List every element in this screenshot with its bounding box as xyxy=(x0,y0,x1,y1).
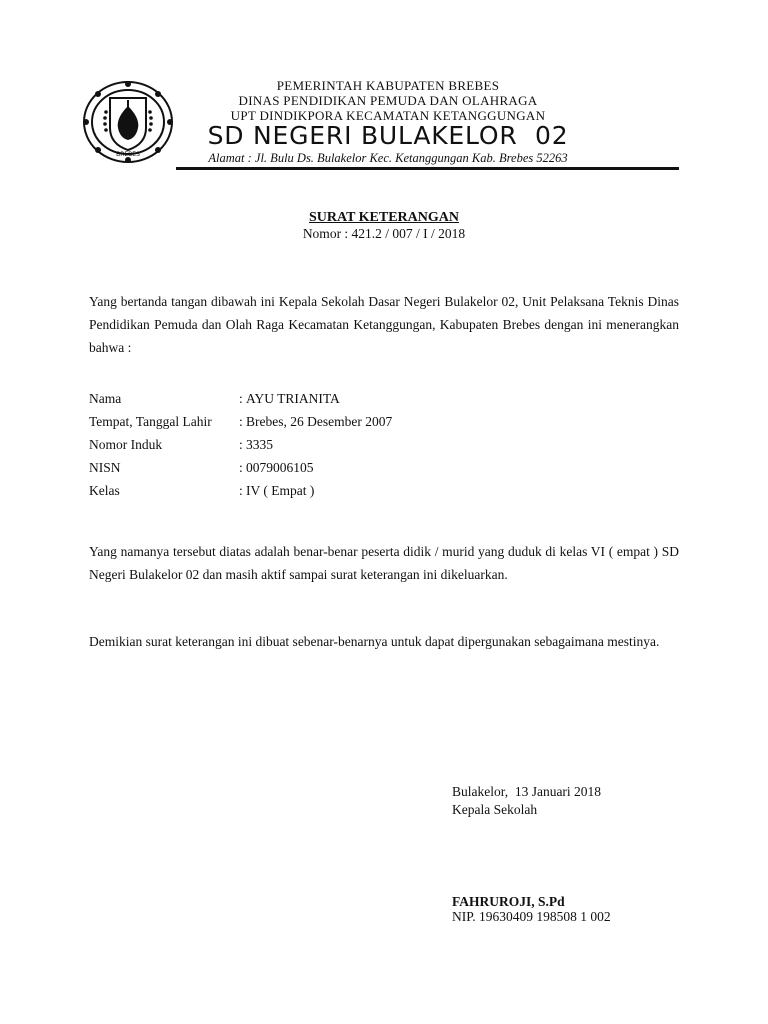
field-value: 0079006105 xyxy=(246,460,314,475)
field-label: Nama xyxy=(89,391,122,406)
document-title: SURAT KETERANGAN xyxy=(308,210,459,225)
document-number: Nomor : 421.2 / 007 / I / 2018 xyxy=(302,226,466,241)
logo-text: BREBES xyxy=(116,151,140,158)
school-name: SD NEGERI BULAKELOR 02 xyxy=(207,121,569,150)
signature-position: Kepala Sekolah xyxy=(452,802,538,817)
field-label: Nomor Induk xyxy=(89,437,163,452)
field-colon: : xyxy=(239,483,243,498)
field-value: Brebes, 26 Desember 2007 xyxy=(246,414,393,429)
signature-place-date: Bulakelor, 13 Januari 2018 xyxy=(452,784,602,799)
statement-paragraph: Yang namanya tersebut diatas adalah benar-benar peserta didik / murid yang duduk di kelas VI ( empat ) SD Negeri Bulakelor 02 dan masih aktif sampai surat keterangan ini dikeluarkan. xyxy=(89,544,679,582)
letterhead-line-1: PEMERINTAH KABUPATEN BREBES xyxy=(276,78,500,93)
letterhead-divider xyxy=(176,167,679,170)
letterhead-line-3: UPT DINDIKPORA KECAMATAN KETANGGUNGAN xyxy=(230,108,546,123)
intro-paragraph: Yang bertanda tangan dibawah ini Kepala Sekolah Dasar Negeri Bulakelor 02, Unit Pelaksana Teknis Dinas Pendidikan Pemuda dan Olah Raga Kecamatan Ketanggungan, Kabupaten Brebes dengan ini menerangkan bahwa : xyxy=(89,294,679,355)
field-colon: : xyxy=(239,414,243,429)
school-address: Alamat : Jl. Bulu Ds. Bulakelor Kec. Ketanggungan Kab. Brebes 52263 xyxy=(208,151,568,165)
signatory-name: FAHRUROJI, S.Pd xyxy=(452,894,565,909)
closing-paragraph: Demikian surat keterangan ini dibuat sebenar-benarnya untuk dapat dipergunakan sebagaimana mestinya. xyxy=(89,634,660,649)
field-colon: : xyxy=(239,460,243,475)
letterhead-line-2: DINAS PENDIDIKAN PEMUDA DAN OLAHRAGA xyxy=(238,93,538,108)
field-value: AYU TRIANITA xyxy=(246,391,340,406)
field-label: Tempat, Tanggal Lahir xyxy=(89,414,212,429)
field-colon: : xyxy=(239,437,243,452)
field-colon: : xyxy=(239,391,243,406)
field-label: NISN xyxy=(89,460,121,475)
signatory-nip: NIP. 19630409 198508 1 002 xyxy=(452,909,611,924)
field-value: 3335 xyxy=(246,437,273,452)
field-label: Kelas xyxy=(89,483,120,498)
field-value: IV ( Empat ) xyxy=(246,483,315,498)
